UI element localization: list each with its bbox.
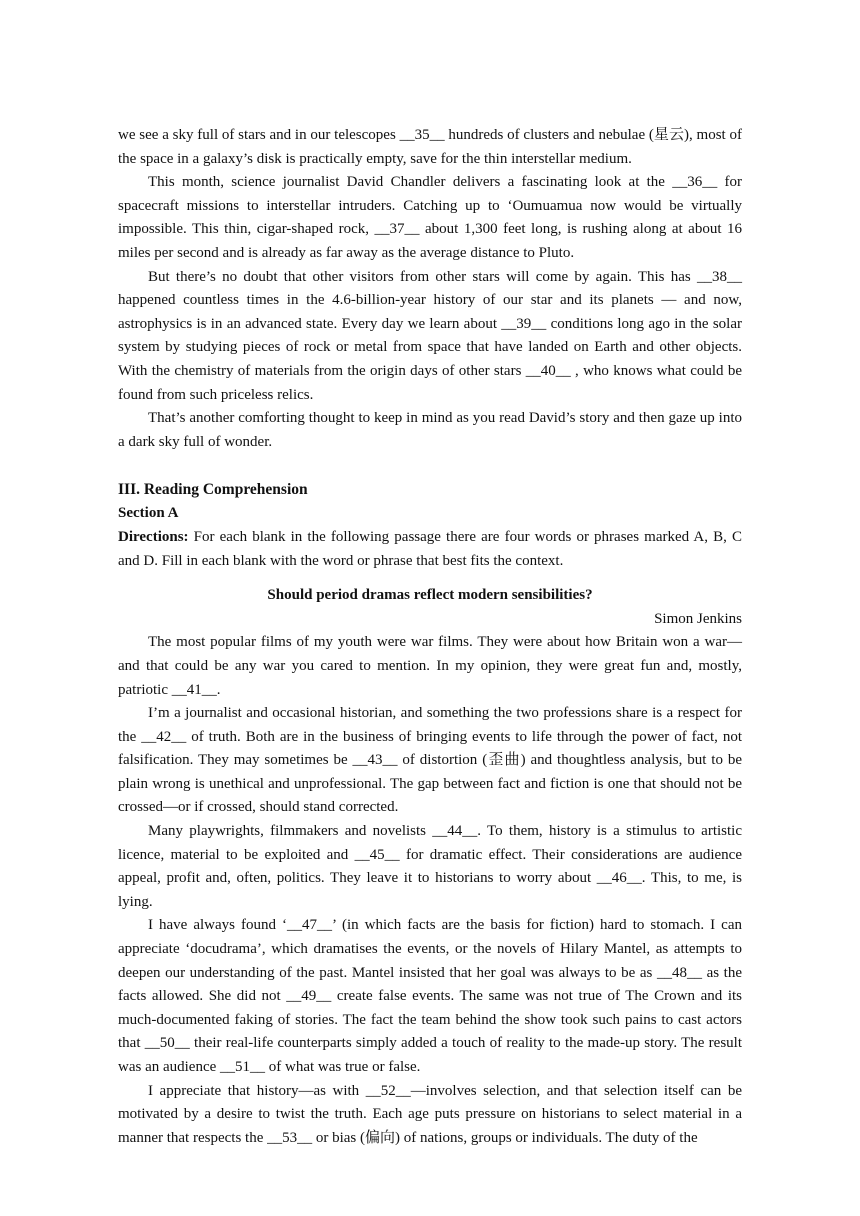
passage-paragraph: we see a sky full of stars and in our telescopes __35__ hundreds of clusters and nebulae (星云), most of the space in a galaxy’s disk is practically empty, save for the thin interstellar medium. — [118, 127, 742, 167]
spacer — [118, 454, 742, 478]
section-subheading: Section A — [118, 505, 179, 522]
article-paragraph: Many playwrights, filmmakers and novelists __44__. To them, history is a stimulus to artistic licence, material to be exploited and __45__ for dramatic effect. Their considerations are audience appeal, profit and, often, politics. They leave it to historians to worry about __46__. This, to me, is lying. — [118, 823, 742, 910]
article-paragraph: The most popular films of my youth were war films. They were about how Britain won a war—and that could be any war you cared to mention. In my opinion, they were great fun and, mostly, patriotic __41__. — [118, 634, 742, 698]
passage-paragraph: But there’s no doubt that other visitors from other stars will come by again. This has __38__ happened countless times in the 4.6-billion-year history of our star and its planets — and now, astrophysics is in an advanced state. Every day we learn about __39__ conditions long ago in the solar system by studying pieces of rock or metal from space that have landed on Earth and other objects. With the chemistry of materials from the origin days of other stars __40__ , who knows what could be found from such priceless relics. — [118, 268, 742, 403]
directions-text: For each blank in the following passage there are four words or phrases marked A, B, C and D. Fill in each blank with the word or phrase that best fits the context. — [118, 529, 742, 570]
passage-paragraph: That’s another comforting thought to keep in mind as you read David’s story and then gaze up into a dark sky full of wonder. — [118, 410, 742, 450]
directions-label: Directions: — [118, 529, 189, 546]
article-paragraph: I have always found ‘__47__’ (in which facts are the basis for fiction) hard to stomach. I can appreciate ‘docudrama’, which dramatises the events, or the novels of Hilary Mantel, as attempts to deepen our understanding of the past. Mantel insisted that her goal was always to be as __48__ as the facts allowed. She did not __49__ create false events. The same was not true of The Crown and its much-documented faking of stories. The fact the team behind the show took such pains to cast actors that __50__ their real-life counterparts simply added a touch of reality to the made-up story. The result was an audience __51__ of what was true or false. — [118, 917, 742, 1075]
passage-paragraph: This month, science journalist David Chandler delivers a fascinating look at the __36__ for spacecraft missions to interstellar intruders. Catching up to ‘Oumuamua now would be virtually impossible. This thin, cigar-shaped rock, __37__ about 1,300 feet long, is rushing along at about 16 miles per second and is already as far away as the average distance to Pluto. — [118, 174, 742, 261]
section-heading: III. Reading Comprehension — [118, 481, 308, 499]
article-paragraph: I’m a journalist and occasional historian, and something the two professions share is a respect for the __42__ of truth. Both are in the business of bringing events to life through the power of fact, not falsification. They may sometimes be __43__ of distortion (歪曲) and thoughtless analysis, but to be plain wrong is unethical and unprofessional. The gap between fact and fiction is one that should not be crossed—or if crossed, should stand corrected. — [118, 705, 742, 816]
directions — [118, 525, 742, 573]
article-paragraph: I appreciate that history—as with __52__—involves selection, and that selection itself can be motivated by a desire to twist the truth. Each age puts pressure on historians to select material in a manner that respects the __53__ or bias (偏向) of nations, groups or individuals. The duty of the — [118, 1082, 742, 1146]
article-title: Should period dramas reflect modern sensibilities? — [267, 587, 593, 604]
article-author: Simon Jenkins — [654, 611, 742, 628]
